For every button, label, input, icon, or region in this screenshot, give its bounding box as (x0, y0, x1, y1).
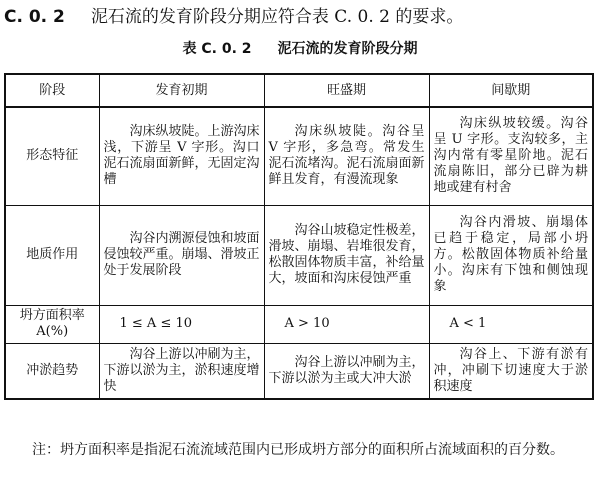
table-cell: 沟谷上、下游有淤有冲，冲刷下切速度大于淤积速度 (429, 343, 593, 399)
table-cell: A < 1 (429, 305, 593, 343)
table-cell: A > 10 (264, 305, 429, 343)
table-cell: 沟谷山坡稳定性极差，滑坡、崩塌、岩堆很发育，松散固体物质丰富，补给量大，坡面和沟床侵蚀严重 (264, 205, 429, 305)
table-cell: 沟谷上游以冲刷为主，下游以淤为主或大冲大淤 (264, 343, 429, 399)
table-row (5, 205, 593, 305)
header-peak: 旺盛期 (264, 74, 429, 107)
table-cell: 沟谷内溯源侵蚀和坡面侵蚀较严重。崩塌、滑坡正处于发展阶段 (99, 205, 264, 305)
clause-text: 泥石流的发育阶段分期应符合表 C. 0. 2 的要求。 (90, 7, 464, 27)
header-intermittent: 间歇期 (429, 74, 593, 107)
clause-heading (4, 2, 463, 27)
table-row (5, 107, 593, 205)
table-cell: 沟谷内滑坡、崩塌体已趋于稳定，局部小坍方。松散固体物质补给量小。沟床有下蚀和侧蚀现象 (429, 205, 593, 305)
table-row (5, 305, 593, 343)
table-cell: 1 ≤ A ≤ 10 (99, 305, 264, 343)
header-stage: 阶段 (5, 74, 99, 107)
row-label-line2: A(%) (36, 324, 69, 339)
row-label: 地质作用 (5, 205, 99, 305)
table-title: 泥石流的发育阶段分期 (277, 41, 418, 57)
table-cell: 沟谷上游以冲刷为主，下游以淤为主，淤积速度增快 (99, 343, 264, 399)
table-number: 表 C. 0. 2 (182, 41, 252, 57)
row-label: 形态特征 (5, 107, 99, 205)
row-label: 冲淤趋势 (5, 343, 99, 399)
table-cell: 沟床纵坡陡。沟谷呈 V 字形，多急弯。常发生泥石流堵沟。泥石流扇面新鲜且发育，有漫流现象 (264, 107, 429, 205)
table-cell: 沟床纵坡较缓。沟谷呈 U 字形。支沟较多，主沟内常有零星阶地。泥石流扇陈旧，部分已辟为耕地或建有村舍 (429, 107, 593, 205)
header-early: 发育初期 (99, 74, 264, 107)
row-label (5, 305, 99, 343)
table-caption (0, 38, 600, 58)
stage-table (4, 73, 594, 400)
table-header-row (5, 74, 593, 107)
table-note: 注：坍方面积率是指泥石流流域范围内已形成坍方部分的面积所占流域面积的百分数。 (32, 442, 564, 458)
clause-number: C. 0. 2 (4, 7, 65, 27)
row-label-line1: 坍方面积率 (19, 308, 85, 323)
table-row (5, 343, 593, 399)
table-cell: 沟床纵坡陡。上游沟床浅，下游呈 V 字形。沟口泥石流扇面新鲜，无固定沟槽 (99, 107, 264, 205)
